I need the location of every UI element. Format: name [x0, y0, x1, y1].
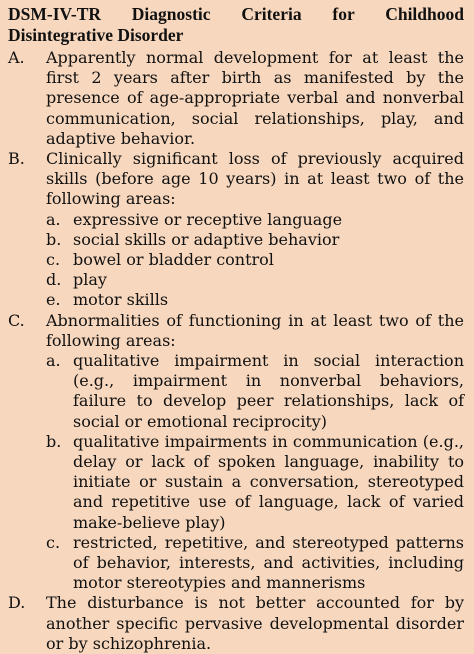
- subitem-letter: a.: [46, 209, 61, 229]
- subitem: [46, 270, 464, 290]
- subitem: [46, 432, 464, 533]
- subitem-text: motor skills: [73, 290, 169, 310]
- subitem: [46, 351, 464, 432]
- subitem: [46, 533, 464, 594]
- subitem-letter: c.: [46, 532, 61, 552]
- subitem-letter: b.: [46, 229, 62, 249]
- criterion-text: Clinically significant loss of previously acquired skills (before age 10 years) in at least two of the following areas:: [46, 149, 464, 209]
- subitem-text: restricted, repetitive, and stereotyped patterns of behavior, interests, and activities, including motor stereotypies and mannerisms: [73, 532, 464, 593]
- criterion-a: [8, 48, 464, 149]
- subitem-letter: e.: [46, 290, 61, 310]
- subitem: [46, 290, 464, 310]
- subitem-text: qualitative impairment in social interaction (e.g., impairment in nonverbal behaviors, failure to develop peer relationships, lack of social or emotional reciprocity): [73, 351, 464, 431]
- criterion-letter: C.: [8, 310, 25, 330]
- subitem-letter: a.: [46, 351, 61, 371]
- criterion-text: Abnormalities of functioning in at least two of the following areas:: [46, 310, 464, 350]
- subitem-text: play: [73, 270, 107, 290]
- criterion-text: Apparently normal development for at least the first 2 years after birth as manifested by the presence of age-appropriate verbal and nonverbal communication, social relationships, play, and adaptive behavior.: [46, 48, 464, 148]
- subitem-letter: b.: [46, 431, 62, 451]
- subitem-text: qualitative impairments in communication (e.g., delay or lack of spoken language, inability to initiate or sustain a conversation, stereotyped and repetitive use of language, lack of varied make-believe play): [73, 431, 464, 532]
- subitem-text: expressive or receptive language: [73, 209, 343, 229]
- criterion-letter: D.: [8, 593, 26, 613]
- subitem-text: bowel or bladder control: [73, 250, 274, 270]
- document-title: DSM-IV-TR Diagnostic Criteria for Childhood Disintegrative Disorder: [8, 4, 464, 45]
- subitem-letter: c.: [46, 250, 61, 270]
- subitem-text: social skills or adaptive behavior: [73, 229, 340, 249]
- criterion-letter: B.: [8, 149, 25, 169]
- criterion-text: The disturbance is not better accounted for by another specific pervasive developmental disorder or by schizophrenia.: [46, 593, 464, 653]
- subitem: [46, 210, 464, 230]
- criterion-c: [8, 311, 464, 351]
- subitem-letter: d.: [46, 270, 62, 290]
- subitem: [46, 250, 464, 270]
- criterion-letter: A.: [8, 48, 25, 67]
- criterion-d: [8, 593, 464, 654]
- subitem: [46, 230, 464, 250]
- criterion-b: [8, 149, 464, 210]
